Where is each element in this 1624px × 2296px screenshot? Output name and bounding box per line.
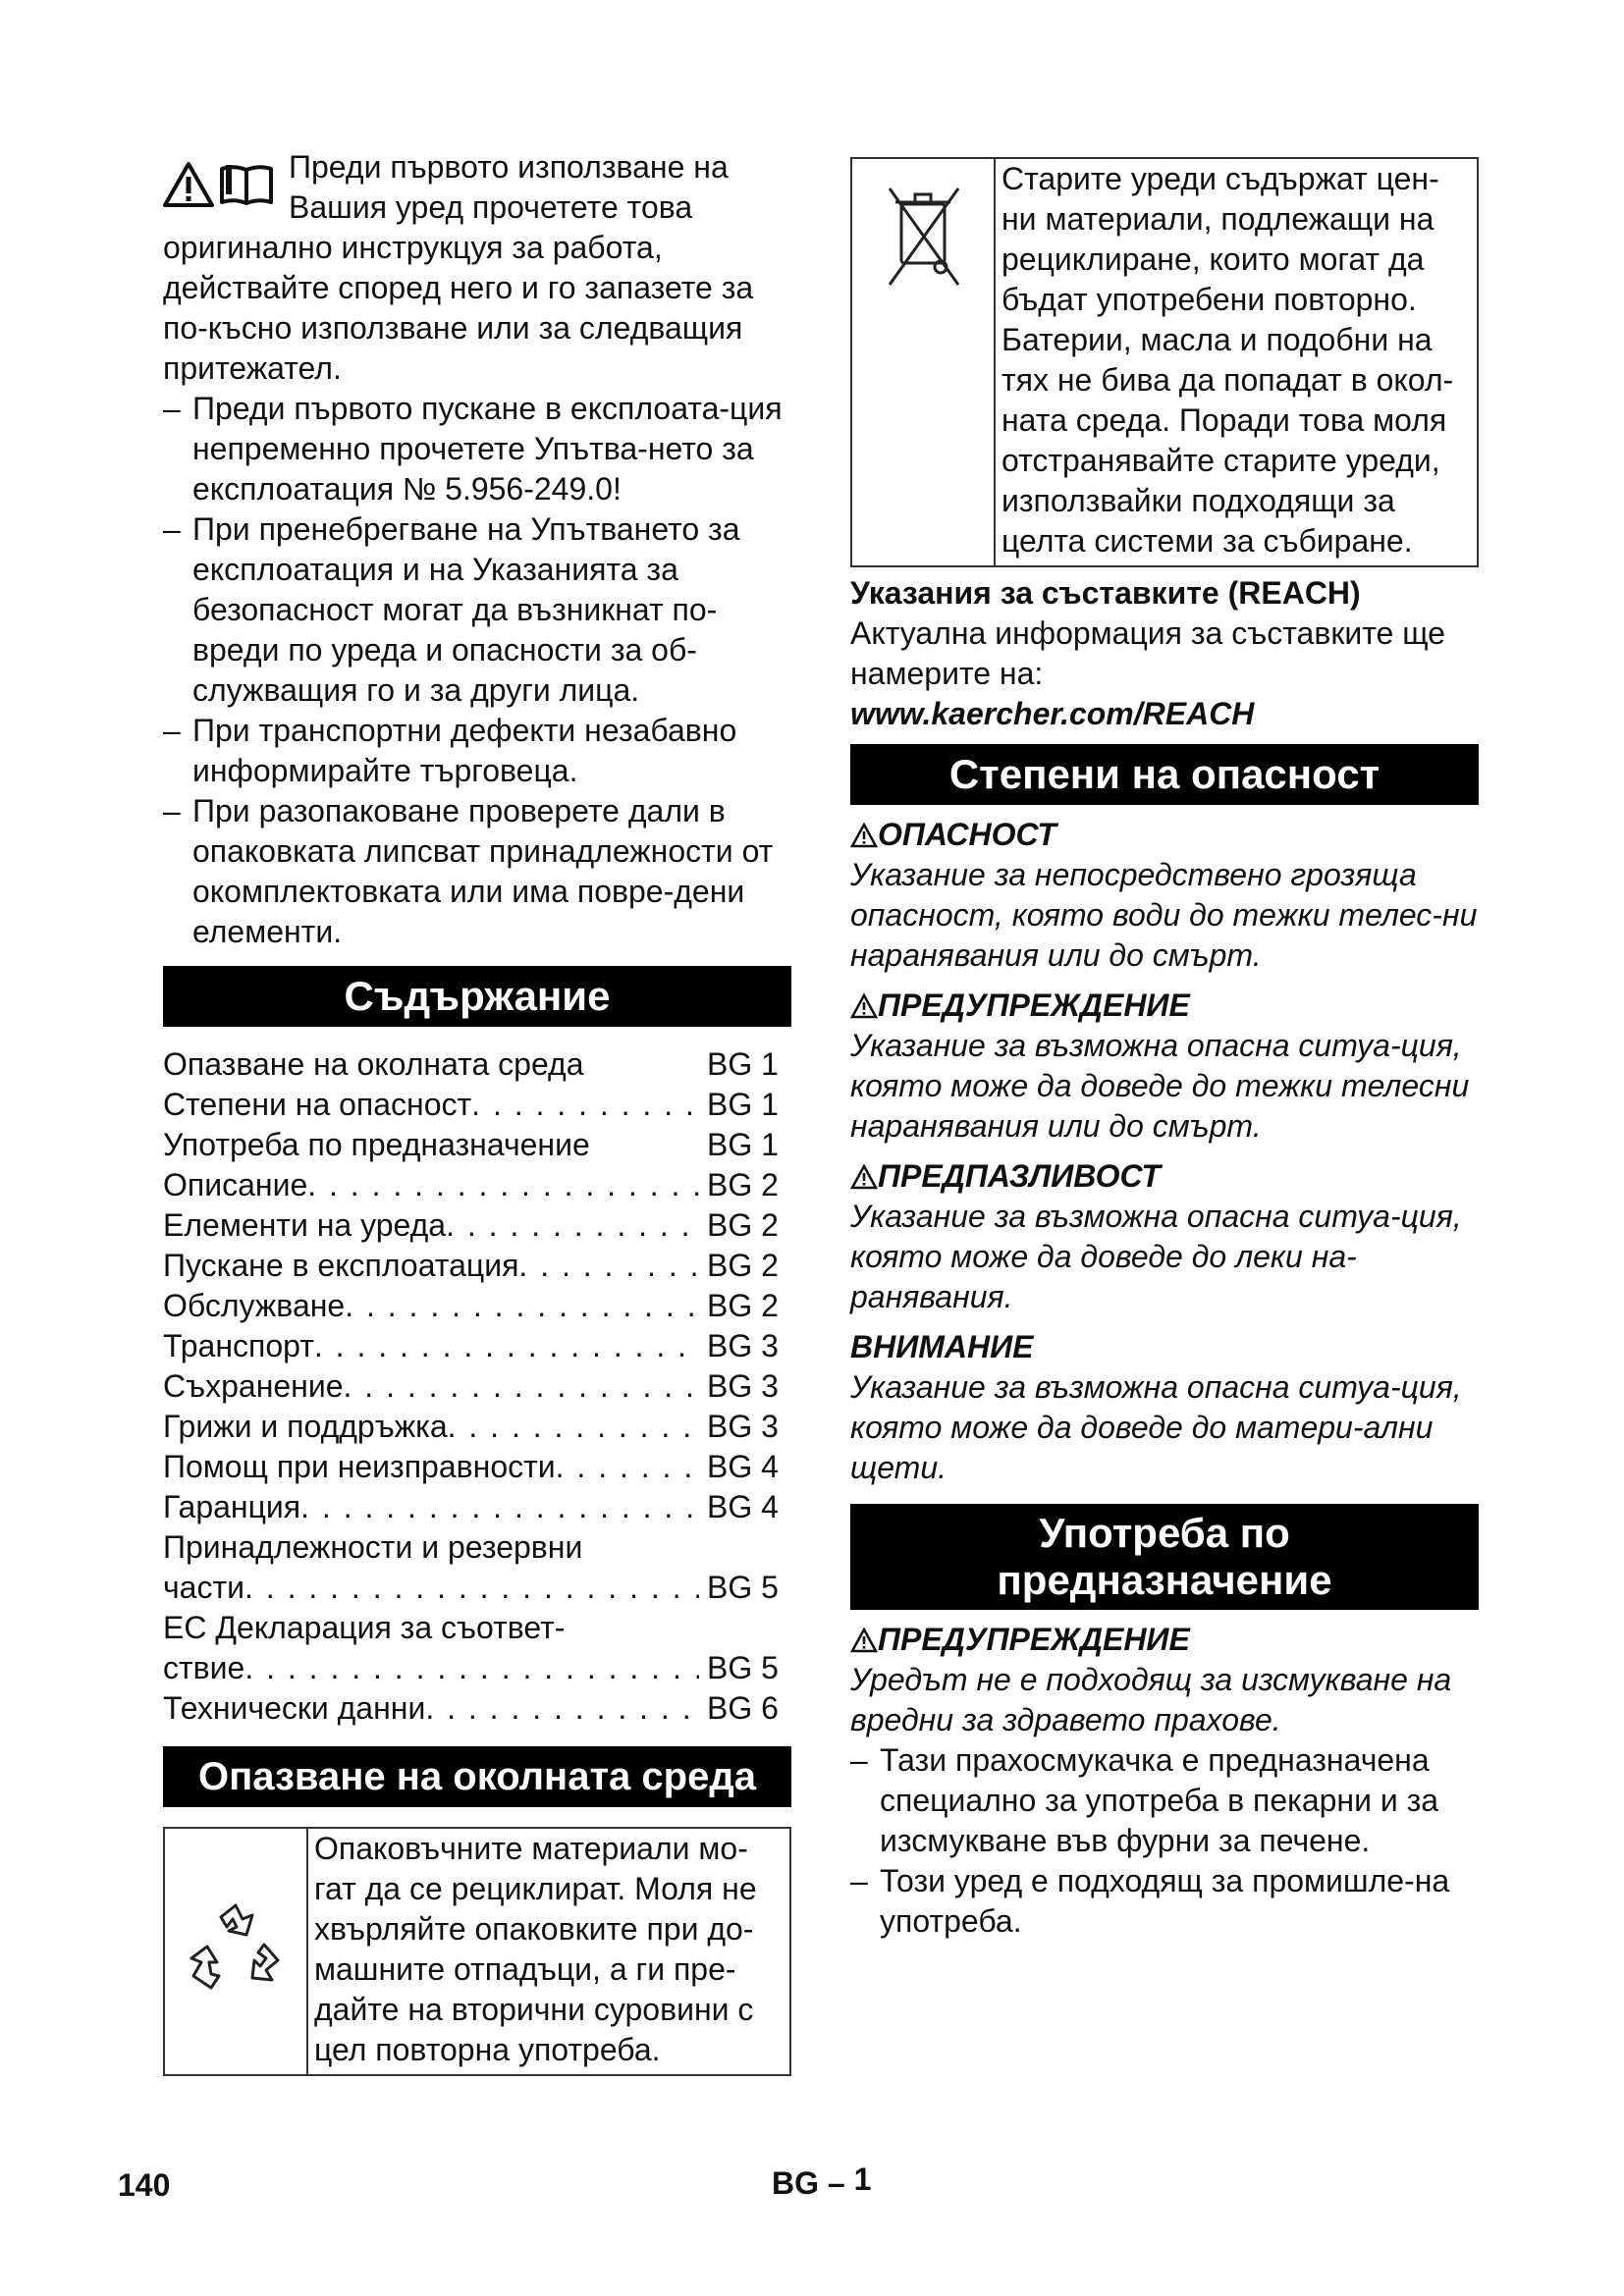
list-item: – При транспортни дефекти незабавно информирайте търговеца. bbox=[163, 713, 737, 788]
recycle-icon bbox=[182, 1897, 290, 2005]
bin-icon-cell bbox=[852, 159, 996, 565]
toc-row[interactable]: Елементи на уреда . . . BG 2 bbox=[163, 1205, 791, 1246]
intro-bullets bbox=[163, 389, 791, 952]
reach-text: Актуална информация за съставките ще намерите на: bbox=[850, 615, 1445, 691]
list-item: – Тази прахосмукачка е предназначена специално за употреба в пекарни и за изсмукване във фурни за печене. bbox=[850, 1742, 1439, 1858]
table-of-contents bbox=[163, 1044, 791, 1729]
list-item: – Този уред е подходящ за промишле-на употреба. bbox=[850, 1863, 1450, 1939]
contents-heading: Съдържание bbox=[163, 966, 791, 1027]
hazard-text: Указание за възможна опасна ситуа-ция, която може да доведе до тежки телесни наранявания или до смърт. bbox=[850, 1028, 1470, 1144]
recycle-icon-cell bbox=[165, 1829, 308, 2074]
recycle-text: Опаковъчните материали мо-гат да се рециклират. Моля не хвърляйте опаковките при до-машните отпадъци, а ги пре-дайте на вторични суровини с цел повторна употреба. bbox=[314, 1831, 757, 2067]
hazard-levels-heading: Степени на опасност bbox=[850, 744, 1479, 805]
hazard-label: ВНИМАНИЕ bbox=[850, 1329, 1034, 1364]
list-item: – При пренебрегване на Упътването за експлоатация и на Указанията за безопасност могат да възникнат по-вреди по уреда и опасности за об-служващия го и за други лица. bbox=[163, 511, 740, 708]
hazard-label: ПРЕДУПРЕЖДЕНИЕ bbox=[850, 986, 1479, 1026]
manual-book-icon bbox=[218, 161, 275, 208]
reach-heading: Указания за съставките (REACH) bbox=[850, 575, 1361, 611]
intro-line-1: Преди първото използване на bbox=[289, 149, 729, 185]
intended-use-heading: Употреба по предназначение bbox=[850, 1504, 1479, 1610]
hazard-text: Указание за възможна опасна ситуа-ция, която може да доведе до леки на-ранявания. bbox=[850, 1199, 1462, 1314]
hazard-list bbox=[850, 815, 1479, 1488]
toc-row[interactable]: Степени на опасност . . . BG 1 bbox=[163, 1085, 791, 1125]
intro-first-lines bbox=[289, 147, 729, 228]
warning-triangle-icon bbox=[163, 161, 214, 208]
toc-row[interactable]: Гаранция . . . BG 4 bbox=[163, 1487, 791, 1527]
toc-row[interactable]: Пускане в експлоатация . . . BG 2 bbox=[163, 1246, 791, 1286]
toc-row[interactable]: Технически данни . . . BG 6 bbox=[163, 1688, 791, 1729]
hazard-text: Указание за непосредствено грозяща опасност, която води до тежки телес-ни наранявания или до смърт. bbox=[850, 857, 1478, 973]
section-page-label: BG – 1 bbox=[772, 2162, 872, 2201]
warning-small-icon bbox=[850, 1628, 878, 1653]
toc-row[interactable]: Помощ при неизправности . . . BG 4 bbox=[163, 1447, 791, 1487]
old-devices-box bbox=[850, 157, 1479, 567]
hazard-text: Указание за възможна опасна ситуа-ция, която може да доведе до матери-ални щети. bbox=[850, 1369, 1462, 1485]
toc-row[interactable]: Опазване на околната среда BG 1 bbox=[163, 1046, 779, 1082]
left-column bbox=[163, 147, 791, 2076]
intended-use-warning-label: ПРЕДУПРЕЖДЕНИЕ bbox=[850, 1620, 1479, 1660]
intro-icons bbox=[163, 161, 275, 208]
page-number: 140 bbox=[118, 2167, 171, 2203]
old-devices-text: Старите уреди съдържат цен-ни материали, подлежащи на рециклиране, които могат да бъдат употребени повторно. Батерии, масла и подобни на тях не бива да попадат в окол-ната среда. Поради това моля отстранявайте старите уреди, използвайки подходящи за целта системи за събиране. bbox=[1001, 161, 1454, 559]
toc-row[interactable]: Съхранение . . . BG 3 bbox=[163, 1366, 791, 1407]
hazard-label: ПРЕДПАЗЛИВОСТ bbox=[850, 1156, 1479, 1197]
recycling-box bbox=[163, 1827, 791, 2076]
list-item: – При разопаковане проверете дали в опаковката липсват принадлежности от окомплектовката или има повре-дени елементи. bbox=[163, 793, 774, 949]
intended-use-warning-text: Уредът не е подходящ за изсмукване на вредни за здравето прахове. bbox=[850, 1662, 1452, 1737]
list-item: – Преди първото пускане в експлоата-ция непременно прочетете Упътва-нето за експлоатация № 5.956-249.0! bbox=[163, 391, 783, 507]
intro-header bbox=[163, 147, 791, 228]
toc-row[interactable]: Употреба по предназначение BG 1 bbox=[163, 1127, 779, 1162]
right-column bbox=[850, 157, 1479, 1942]
toc-row[interactable]: Принадлежности и резервни части . . . BG 5 bbox=[163, 1527, 791, 1608]
hazard-label: ОПАСНОСТ bbox=[850, 815, 1479, 855]
warning-small-icon bbox=[850, 1164, 878, 1190]
intro-line-2: Вашия уред прочетете това bbox=[289, 189, 693, 225]
toc-row[interactable]: Описание . . . BG 2 bbox=[163, 1165, 791, 1205]
intro-text: оригинално инструкцуя за работа, действайте според него и го запазете за по-късно използване или за следващия притежател. bbox=[163, 230, 754, 386]
warning-small-icon bbox=[850, 993, 878, 1019]
toc-row[interactable]: Обслужване . . . BG 2 bbox=[163, 1286, 791, 1326]
environment-heading: Опазване на околната среда bbox=[163, 1746, 791, 1807]
toc-row[interactable]: Грижи и поддръжка . . . BG 3 bbox=[163, 1407, 791, 1447]
crossed-bin-icon bbox=[882, 183, 964, 291]
toc-row[interactable]: ЕС Декларация за съответ- ствие . . . BG 5 bbox=[163, 1608, 791, 1688]
toc-row[interactable]: Транспорт . . . BG 3 bbox=[163, 1326, 791, 1366]
warning-small-icon bbox=[850, 823, 878, 848]
intended-use-bullets bbox=[850, 1740, 1479, 1942]
reach-link[interactable]: www.kaercher.com/REACH bbox=[850, 696, 1255, 731]
